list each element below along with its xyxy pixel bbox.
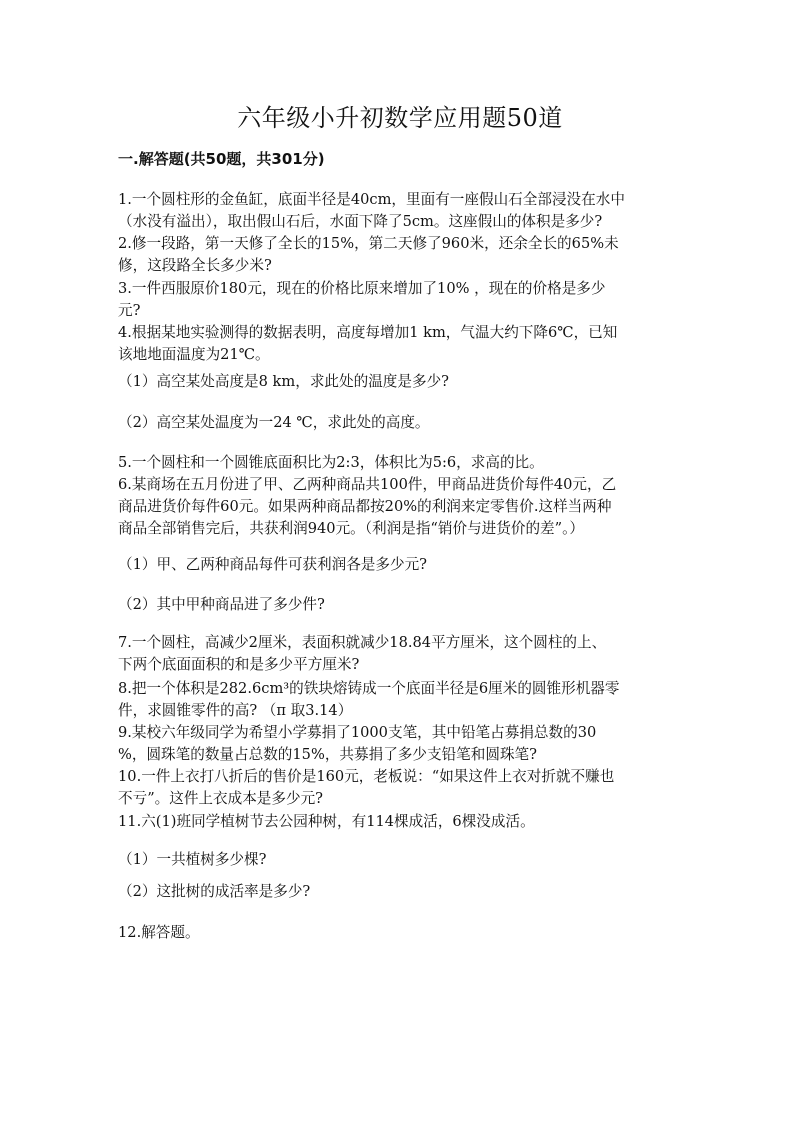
question-line: 件，求圆锥零件的高? （π 取3.14） bbox=[118, 702, 353, 719]
page-title: 六年级小升初数学应用题50道 bbox=[237, 104, 563, 132]
question-line: 不亏”。这件上衣成本是多少元? bbox=[118, 790, 324, 807]
question-line: （1）一共植树多少棵? bbox=[118, 851, 267, 868]
question-line: 2.修一段路，第一天修了全长的15%，第二天修了960米，还余全长的65%未 bbox=[118, 235, 619, 252]
question-line: 4.根据某地实验测得的数据表明，高度每增加1 km，气温大约下降6℃，已知 bbox=[118, 324, 618, 341]
question-line: （水没有溢出），取出假山石后，水面下降了5cm。这座假山的体积是多少? bbox=[118, 213, 603, 230]
question-line: 5.一个圆柱和一个圆锥底面积比为2:3，体积比为5:6，求高的比。 bbox=[118, 454, 544, 471]
question-line: 商品进货价每件60元。如果两种商品都按20%的利润来定零售价.这样当两种 bbox=[118, 498, 612, 515]
question-line: （2）高空某处温度为一24 ℃，求此处的高度。 bbox=[118, 414, 430, 431]
section-heading: 一.解答题(共50题，共301分) bbox=[118, 150, 325, 168]
question-line: %，圆珠笔的数量占总数的15%，共募捐了多少支铅笔和圆珠笔? bbox=[118, 746, 537, 763]
question-line: 3.一件西服原价180元，现在的价格比原来增加了10% ，现在的价格是多少 bbox=[118, 280, 606, 297]
question-line: （1）高空某处高度是8 km，求此处的温度是多少? bbox=[118, 373, 449, 390]
question-line: 1.一个圆柱形的金鱼缸，底面半径是40cm，里面有一座假山石全部浸没在水中 bbox=[118, 191, 625, 208]
question-line: 元? bbox=[118, 302, 141, 319]
question-line: 7.一个圆柱，高减少2厘米，表面积就减少18.84平方厘米，这个圆柱的上、 bbox=[118, 634, 607, 651]
question-line: （2）这批树的成活率是多少? bbox=[118, 883, 311, 900]
question-line: （1）甲、乙两种商品每件可获利润各是多少元? bbox=[118, 556, 427, 573]
question-line: 11.六(1)班同学植树节去公园种树，有114棵成活，6棵没成活。 bbox=[118, 813, 535, 830]
question-line: 12.解答题。 bbox=[118, 924, 200, 941]
question-line: 修，这段路全长多少米? bbox=[118, 257, 272, 274]
question-line: 6.某商场在五月份进了甲、乙两种商品共100件，甲商品进货价每件40元，乙 bbox=[118, 476, 617, 493]
question-line: 该地地面温度为21℃。 bbox=[118, 346, 270, 363]
question-line: 9.某校六年级同学为希望小学募捐了1000支笔，其中铅笔占募捐总数的30 bbox=[118, 724, 597, 741]
question-line: （2）其中甲种商品进了多少件? bbox=[118, 596, 325, 613]
question-line: 8.把一个体积是282.6cm³的铁块熔铸成一个底面半径是6厘米的圆锥形机器零 bbox=[118, 680, 620, 697]
question-line: 下两个底面面积的和是多少平方厘米? bbox=[118, 656, 360, 673]
question-line: 10.一件上衣打八折后的售价是160元，老板说：“如果这件上衣对折就不赚也 bbox=[118, 768, 615, 785]
question-line: 商品全部销售完后，共获利润940元。（利润是指“销价与进货价的差”。） bbox=[118, 520, 584, 537]
